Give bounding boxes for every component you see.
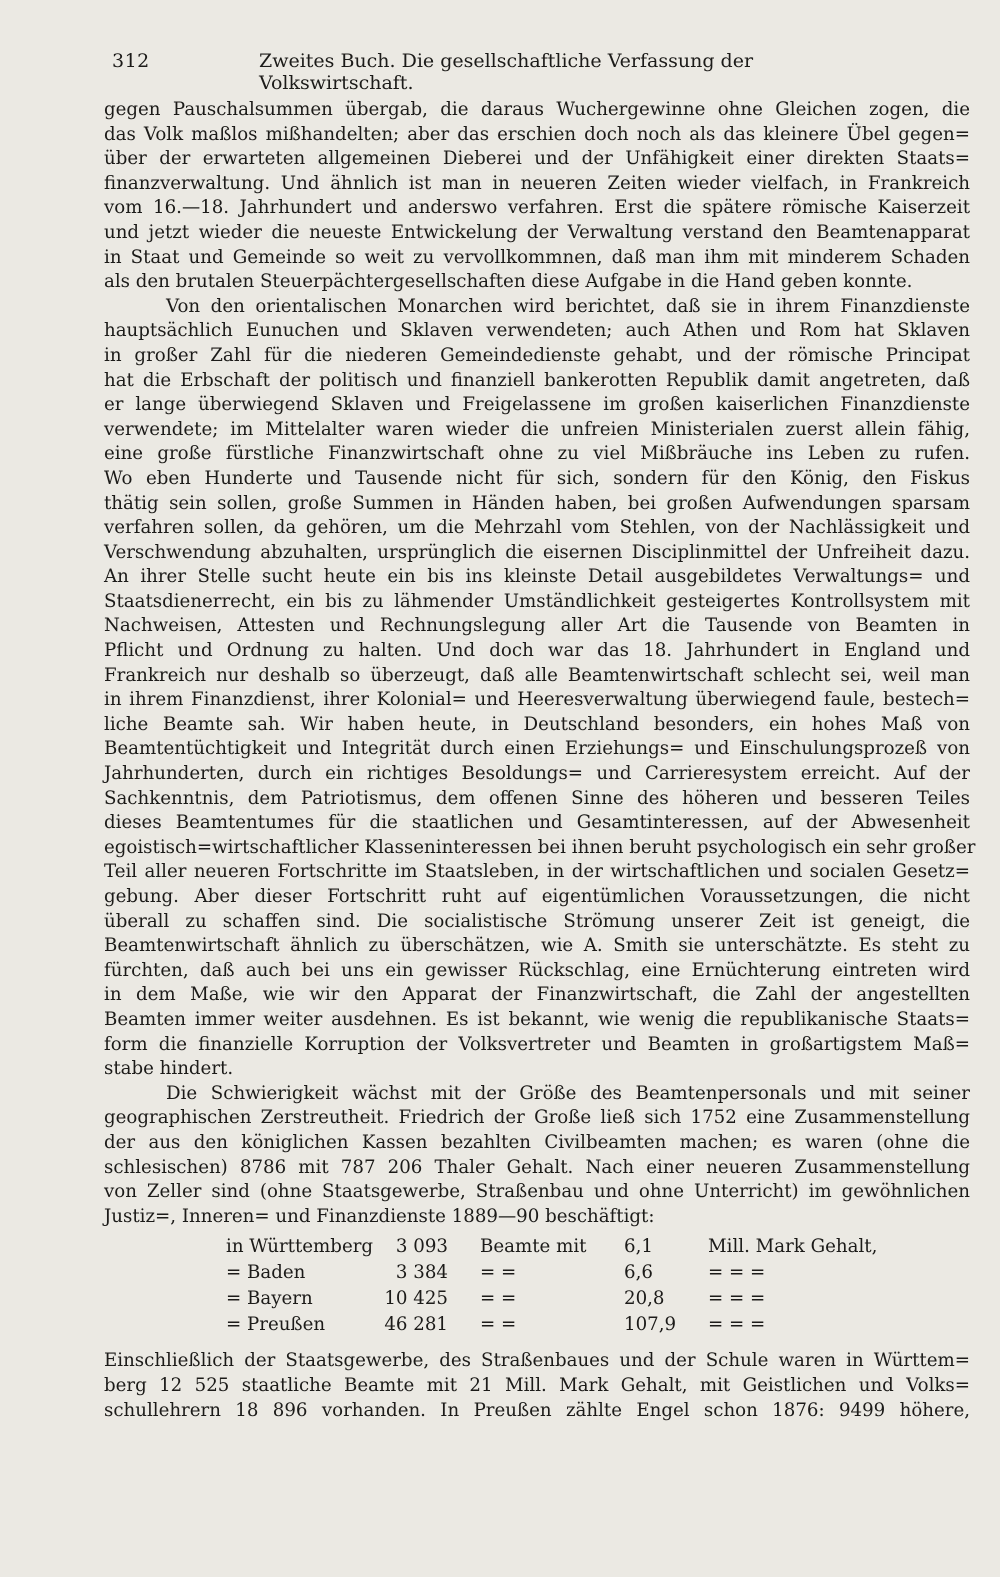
table-cell-rest: = = =: [708, 1314, 766, 1336]
text-line: liche Beamte sah. Wir haben heute, in Deutschland besonders, ein hohes Maß von: [104, 713, 970, 735]
body-text: [104, 98, 976, 1423]
table-cell-unit: = =: [480, 1262, 517, 1284]
text-line: das Volk maßlos mißhandelten; aber das erschien doch noch als das kleinere Übel gegen=: [104, 123, 970, 145]
text-line: gegen Pauschalsummen übergab, die daraus Wuchergewinne ohne Gleichen zogen, die: [104, 99, 970, 120]
text-line: Frankreich nur deshalb so überzeugt, daß alle Beamtenwirtschaft schlecht sei, weil man: [104, 664, 970, 686]
table-cell-unit: Beamte mit: [480, 1236, 587, 1258]
table-cell-amount: 20,8: [624, 1288, 665, 1310]
text-line: Beamtentüchtigkeit und Integrität durch einen Erziehungs= und Einschulungsprozeß von: [104, 738, 970, 760]
table-cell-place: = Preußen: [226, 1314, 326, 1336]
text-line: Pflicht und Ordnung zu halten. Und doch war das 18. Jahrhundert in England und: [104, 640, 970, 662]
running-title: Zweites Buch. Die gesellschaftliche Verfassung der Volkswirtschaft.: [259, 50, 754, 94]
table-cell-amount: 6,1: [624, 1236, 653, 1258]
text-line: finanzverwaltung. Und ähnlich ist man in neueren Zeiten wieder vielfach, in Frankreich: [104, 172, 970, 194]
text-line: Beamtenwirtschaft ähnlich zu überschätzen, wie A. Smith sie unterschätzte. Es steht zu: [104, 935, 970, 957]
table-cell-rest: = = =: [708, 1288, 766, 1310]
table-cell-place: = Baden: [226, 1262, 306, 1284]
text-line: dieses Beamtentumes für die staatlichen und Gesamtinteressen, auf der Abwesenheit: [104, 812, 970, 834]
text-line: berg 12 525 staatliche Beamte mit 21 Mill. Mark Gehalt, mit Geistlichen und Volks=: [104, 1374, 970, 1396]
text-line: Jahrhunderten, durch ein richtiges Besoldungs= und Carrieresystem erreicht. Auf der: [104, 763, 970, 785]
table-cell-amount: 6,6: [624, 1262, 653, 1284]
text-line: Einschließlich der Staatsgewerbe, des Straßenbaues und der Schule waren in Württem=: [104, 1350, 970, 1372]
text-line: Justiz=, Inneren= und Finanzdienste 1889—90 beschäftigt:: [104, 1205, 655, 1227]
table-cell-unit: = =: [480, 1314, 517, 1336]
table-cell-rest: = = =: [708, 1262, 766, 1284]
text-line: schullehrern 18 896 vorhanden. In Preußen zählte Engel schon 1876: 9499 höhere,: [104, 1399, 970, 1421]
table-cell-count: 46 281: [384, 1314, 448, 1336]
paragraph-4: [104, 1349, 970, 1423]
text-line: von Zeller sind (ohne Staatsgewerbe, Straßenbau und ohne Unterricht) im gewöhnlichen: [104, 1181, 970, 1203]
table-row: [104, 1235, 970, 1259]
text-line: An ihrer Stelle sucht heute ein bis ins kleinste Detail ausgebildetes Verwaltungs= und: [104, 566, 970, 588]
text-line: er lange überwiegend Sklaven und Freigelassene im großen kaiserlichen Finanzdienste: [104, 394, 970, 416]
table-cell-amount: 107,9: [624, 1314, 677, 1336]
table-cell-unit: = =: [480, 1288, 517, 1310]
page-header: [112, 50, 872, 94]
text-line: Wo eben Hunderte und Tausende nicht für sich, sondern für den König, den Fiskus: [104, 467, 970, 489]
text-line: form die finanzielle Korruption der Volksvertreter und Beamten in großartigstem Maß=: [104, 1033, 970, 1055]
text-line: in ihrem Finanzdienst, ihrer Kolonial= und Heeresverwaltung überwiegend faule, bestech=: [104, 689, 970, 711]
table-row: [104, 1313, 970, 1337]
officials-table: [104, 1231, 970, 1343]
text-line: als den brutalen Steuerpächtergesellschaften diese Aufgabe in die Hand geben konnte.: [104, 271, 913, 293]
text-line: thätig sein sollen, große Summen in Händen haben, bei großen Aufwendungen sparsam: [104, 492, 970, 514]
text-line: geographischen Zerstreutheit. Friedrich der Große ließ sich 1752 eine Zusammenstellung: [104, 1107, 970, 1129]
text-line: Sachkenntnis, dem Patriotismus, dem offenen Sinne des höheren und besseren Teiles: [104, 787, 970, 809]
text-line: stabe hindert.: [104, 1058, 234, 1080]
text-line: Verschwendung abzuhalten, ursprünglich die eisernen Disciplinmittel der Unfreiheit dazu.: [104, 541, 970, 563]
text-line: in großer Zahl für die niederen Gemeindedienste gehabt, und der römische Principat: [104, 344, 970, 366]
paragraph-2: [104, 295, 976, 1082]
text-line: fürchten, daß auch bei uns ein gewisser Rückschlag, eine Ernüchterung eintreten wird: [104, 959, 970, 981]
text-line: schlesischen) 8786 mit 787 206 Thaler Gehalt. Nach einer neueren Zusammenstellung: [104, 1156, 970, 1178]
table-cell-count: 3 384: [395, 1262, 448, 1284]
table-cell-rest: Mill. Mark Gehalt,: [708, 1236, 878, 1258]
text-line: Von den orientalischen Monarchen wird berichtet, daß sie in ihrem Finanzdienste: [166, 295, 970, 317]
text-line: der aus den königlichen Kassen bezahlten Civilbeamten machen; es waren (ohne die: [104, 1131, 970, 1153]
text-line: vom 16.—18. Jahrhundert und anderswo verfahren. Erst die spätere römische Kaiserzeit: [104, 197, 970, 219]
page-number: 312: [112, 50, 150, 72]
table-cell-count: 10 425: [384, 1288, 448, 1310]
table-cell-place: in Württemberg: [226, 1236, 374, 1258]
text-line: Nachweisen, Attesten und Rechnungslegung aller Art die Tausende von Beamten in: [104, 615, 970, 637]
text-line: hat die Erbschaft der politisch und finanziell bankerotten Republik damit angetreten, daß: [104, 369, 970, 391]
text-line: Beamten immer weiter ausdehnen. Es ist bekannt, wie wenig die republikanische Staats=: [104, 1008, 970, 1030]
text-line: gebung. Aber dieser Fortschritt ruht auf eigentümlichen Voraussetzungen, die nicht: [104, 886, 970, 907]
text-line: in Staat und Gemeinde so weit zu vervollkommnen, daß man ihm mit minderem Schaden: [104, 246, 970, 268]
table-cell-place: = Bayern: [226, 1288, 313, 1310]
text-line: hauptsächlich Eunuchen und Sklaven verwendeten; auch Athen und Rom hat Sklaven: [104, 320, 970, 342]
text-line: überall zu schaffen sind. Die socialistische Strömung unserer Zeit ist geneigt, die: [104, 910, 970, 932]
text-line: in dem Maße, wie wir den Apparat der Finanzwirtschaft, die Zahl der angestellten: [104, 984, 970, 1006]
text-line: Die Schwierigkeit wächst mit der Größe des Beamtenpersonals und mit seiner: [166, 1082, 970, 1104]
text-line: über der erwarteten allgemeinen Dieberei und der Unfähigkeit einer direkten Staats=: [104, 148, 970, 170]
paragraph-1: [104, 98, 970, 295]
text-line: verfahren sollen, da gehören, um die Mehrzahl vom Stehlen, von der Nachlässigkeit und: [104, 517, 970, 539]
text-line: und jetzt wieder die neueste Entwickelung der Verwaltung verstand den Beamtenapparat: [104, 221, 970, 243]
text-line: verwendete; im Mittelalter waren wieder die unfreien Ministerialen zuerst allein fähig,: [104, 418, 970, 440]
table-row: [104, 1287, 970, 1311]
text-line: Staatsdienerrecht, ein bis zu lähmender Umständlichkeit gesteigertes Kontrollsystem mit: [104, 590, 970, 612]
text-line: egoistisch=wirtschaftlicher Klasseninteressen bei ihnen beruht psychologisch ein sehr großer: [104, 836, 976, 858]
table-cell-count: 3 093: [395, 1236, 448, 1258]
text-line: eine große fürstliche Finanzwirtschaft ohne zu viel Mißbräuche ins Leben zu rufen.: [104, 443, 970, 465]
text-line: Teil aller neueren Fortschritte im Staatsleben, in der wirtschaftlichen und socialen Gesetz=: [104, 861, 970, 883]
table-row: [104, 1261, 970, 1285]
paragraph-3: [104, 1082, 970, 1230]
